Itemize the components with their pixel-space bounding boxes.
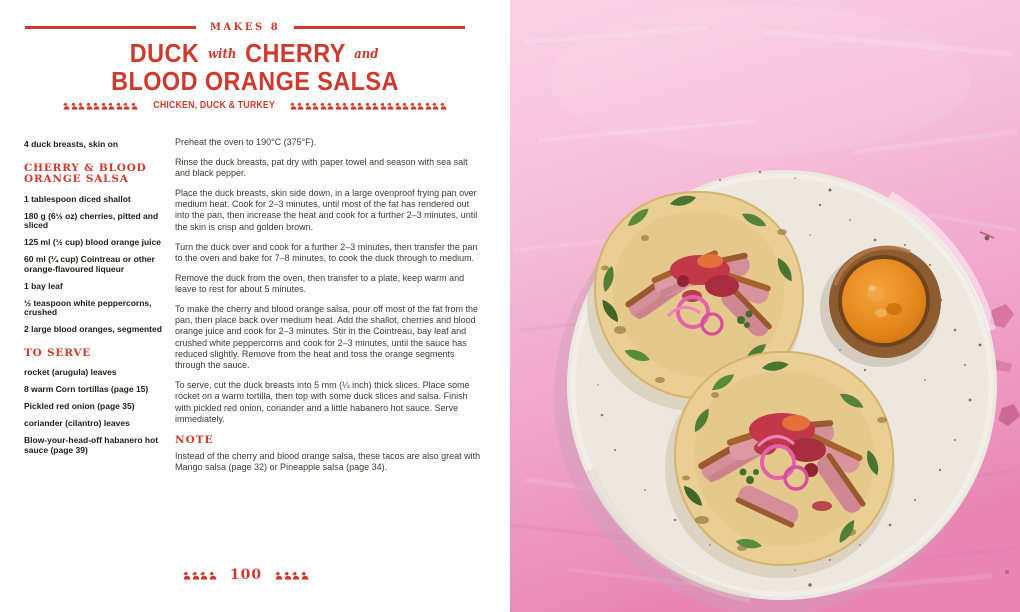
page-footer xyxy=(0,567,492,583)
duck-icon xyxy=(372,102,379,110)
duck-icon xyxy=(350,102,357,110)
duck-icon xyxy=(440,102,447,110)
ingredient-section-heading: CHERRY & BLOOD ORANGE SALSA xyxy=(24,161,147,185)
ingredient-lead: 4 duck breasts, skin on xyxy=(24,139,119,149)
title-line-2: BLOOD ORANGE SALSA xyxy=(111,66,399,96)
method-step: Preheat the oven to 190°C (375°F). xyxy=(175,137,317,147)
ingredient-section-heading: TO SERVE xyxy=(24,346,92,359)
ingredient-section-salsa xyxy=(24,163,165,335)
duck-icon xyxy=(417,102,424,110)
recipe-title xyxy=(26,38,485,96)
duck-icon xyxy=(402,102,409,110)
duck-icon xyxy=(290,102,297,110)
method-step: To serve, cut the duck breasts into 5 mm (¼ inch) thick slices. Place some rocket on a warm tortilla, then top with some duck slices and salsa. Finish with pickled red onion, coriander and a little habanero hot sauce. Serve immediately. xyxy=(175,380,470,424)
duck-icon xyxy=(116,102,123,110)
duck-icon-row-footer-right xyxy=(275,571,309,580)
duck-icon xyxy=(183,571,191,580)
ingredient-item: coriander (cilantro) leaves xyxy=(24,418,130,428)
ingredient-item: rocket (arugula) leaves xyxy=(24,367,117,377)
duck-icon xyxy=(305,102,312,110)
makes-label: MAKES 8 xyxy=(209,22,281,33)
duck-icon xyxy=(101,102,108,110)
ingredient-item: Pickled red onion (page 35) xyxy=(24,401,135,411)
method-column xyxy=(175,137,483,473)
duck-icon xyxy=(131,102,138,110)
ingredient-section-to-serve xyxy=(24,348,165,456)
duck-icon xyxy=(123,102,130,110)
ingredient-item: 1 bay leaf xyxy=(24,280,63,291)
duck-icon xyxy=(284,571,292,580)
duck-icon xyxy=(432,102,439,110)
duck-icon xyxy=(425,102,432,110)
duck-icon xyxy=(292,571,300,580)
ingredient-item: 8 warm Corn tortillas (page 15) xyxy=(24,384,149,394)
ingredient-item: ½ teaspoon white peppercorns, crushed xyxy=(24,297,152,317)
ingredient-list-to-serve xyxy=(24,368,165,455)
duck-icon xyxy=(410,102,417,110)
duck-icon xyxy=(275,571,283,580)
method-step: To make the cherry and blood orange salsa, pour off most of the fat from the pan, then place back over medium heat. Add the shallot, cherries and blood orange juice and cook for 2–3 minutes. Stir in the Cointreau, bay leaf and crushed white peppercorns and cook for 2–3 minutes, until the sauce has reduced slightly. Remove from the heat and toss the orange segments through the sauce. xyxy=(175,303,479,371)
ingredient-item: Blow-your-head-off habanero hot sauce (page 39) xyxy=(24,435,159,455)
method-steps xyxy=(175,137,483,425)
page-number: 100 xyxy=(229,567,263,583)
note-heading: NOTE xyxy=(175,433,214,446)
dish-photo xyxy=(510,0,1020,612)
duck-icon xyxy=(200,571,208,580)
duck-icon xyxy=(380,102,387,110)
duck-taco-lower xyxy=(665,352,895,578)
method-step: Place the duck breasts, skin side down, in a large ovenproof frying pan over medium heat. Cook for 2–3 minutes, until most of the fat has rendered out into the pan, then increase the heat and cook for a further 2–3 minutes, until the skin is crisp and golden brown. xyxy=(175,187,478,232)
duck-icon xyxy=(320,102,327,110)
title-script-and: and xyxy=(354,47,379,62)
duck-icon xyxy=(357,102,364,110)
method-step: Turn the duck over and cook for a further 2–3 minutes, then transfer the pan to the oven and bake for 7–8 minutes, to cook the duck through to medium. xyxy=(175,241,478,263)
duck-icon xyxy=(395,102,402,110)
duck-icon xyxy=(209,571,217,580)
duck-icon xyxy=(297,102,304,110)
duck-icon xyxy=(342,102,349,110)
duck-icon xyxy=(365,102,372,110)
duck-icon-row-right xyxy=(290,102,447,110)
ingredient-item: 60 ml (¼ cup) Cointreau or other orange-flavoured liqueur xyxy=(24,254,155,274)
ingredient-item: 125 ml (½ cup) blood orange juice xyxy=(24,237,161,247)
duck-icon-row-footer-left xyxy=(183,571,217,580)
category-label: CHICKEN, DUCK & TURKEY xyxy=(152,100,275,111)
duck-icon xyxy=(78,102,85,110)
ingredient-item: 2 large blood oranges, segmented xyxy=(24,324,162,334)
note-text: Instead of the cherry and blood orange salsa, these tacos are also great with Mango salsa (page 32) or Pineapple salsa (page 34). xyxy=(175,450,481,473)
method-step: Rinse the duck breasts, pat dry with paper towel and season with sea salt and black pepper. xyxy=(175,156,468,179)
duck-icon xyxy=(63,102,70,110)
ingredient-list-salsa xyxy=(24,195,165,335)
duck-icon xyxy=(192,571,200,580)
makes-banner xyxy=(25,22,465,33)
duck-icon-row-left xyxy=(63,102,138,110)
title-script-with: with xyxy=(207,47,237,62)
category-row xyxy=(0,100,510,111)
banner-rule-right xyxy=(294,26,465,29)
banner-rule-left xyxy=(25,26,196,29)
ingredient-item: 1 tablespoon diced shallot xyxy=(24,193,131,204)
duck-icon xyxy=(327,102,334,110)
method-step: Remove the duck from the oven, then transfer to a plate, keep warm and leave to rest for about 5 minutes. xyxy=(175,272,465,294)
duck-icon xyxy=(335,102,342,110)
duck-icon xyxy=(71,102,78,110)
duck-icon xyxy=(86,102,93,110)
duck-icon xyxy=(108,102,115,110)
ingredient-item: 180 g (6½ oz) cherries, pitted and sliced xyxy=(24,210,159,230)
duck-icon xyxy=(93,102,100,110)
duck-icon xyxy=(301,571,309,580)
duck-icon xyxy=(312,102,319,110)
title-word-duck: DUCK xyxy=(129,38,200,68)
ingredients-column xyxy=(24,140,165,463)
duck-icon xyxy=(387,102,394,110)
title-word-cherry: CHERRY xyxy=(245,38,346,68)
